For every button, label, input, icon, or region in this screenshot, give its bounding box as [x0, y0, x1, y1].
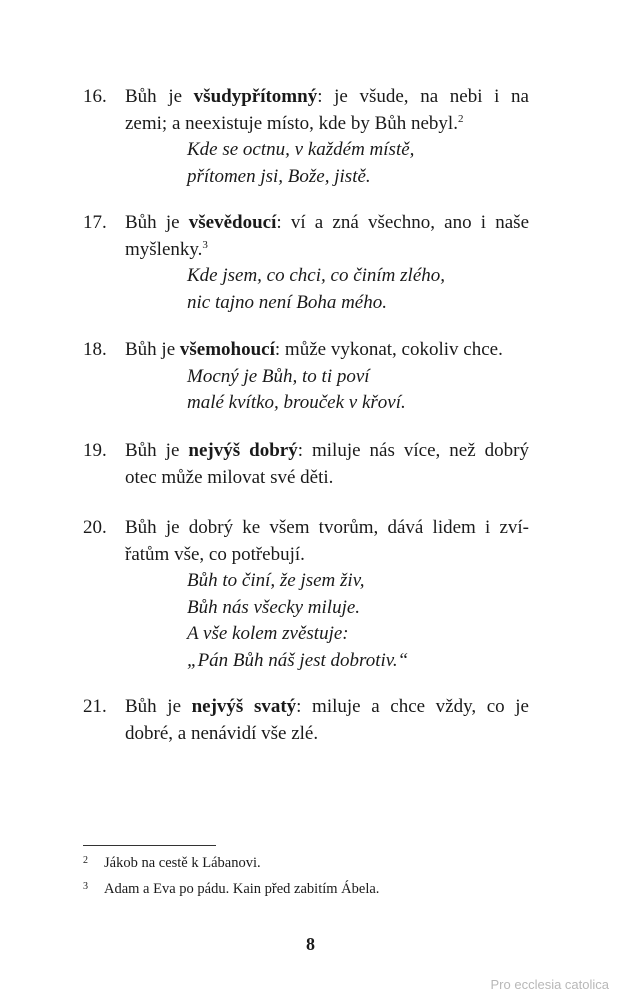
verse-line: Kde jsem, co chci, co činím zlého,: [187, 265, 446, 286]
verse-line: Mocný je Bůh, to ti poví: [187, 365, 370, 387]
footnote-number: 2: [83, 855, 88, 866]
footnote-3: [83, 878, 379, 898]
footnote-number: 3: [83, 881, 88, 892]
watermark: Pro ecclesia catolica: [490, 977, 609, 992]
catechism-item-16: 16. Bůh je všudypřítomný: je všude, na nebi i na zemi; a neexistuje místo, kde by Bůh nebyl.$^2$ Kde se octnu, v každém místě, přítomen jsi, Bože, jistě.: [83, 84, 529, 190]
bold-term: nejvýš dobrý: [188, 440, 298, 461]
footnote-ref: 2: [457, 112, 464, 125]
footnote-text: Adam a Eva po pádu. Kain před zabitím Ábela.: [104, 881, 380, 897]
item-number: 21.: [83, 696, 107, 717]
bold-term: všemohoucí: [179, 339, 275, 360]
item-number: 17.: [83, 212, 107, 233]
catechism-item-20: 20. Bůh je dobrý ke všem tvorům, dává lidem i zví- řatům vše, co potřebují. Bůh to činí, že jsem živ, Bůh nás všecky miluje. A vše kolem zvěstuje: „Pán Bůh náš jest dobrotiv.“: [83, 515, 529, 674]
verse-line: přítomen jsi, Bože, jistě.: [187, 165, 371, 187]
verse-line: Bůh to činí, že jsem živ,: [187, 570, 365, 591]
verse-line: Kde se octnu, v každém místě,: [187, 139, 415, 160]
footnote-ref: 3: [202, 238, 208, 251]
footnote-2: [83, 852, 261, 872]
catechism-item-19: 19. Bůh je nejvýš dobrý: miluje nás více, než dobrý otec může milovat své děti.: [83, 440, 529, 488]
verse-line: nic tajno není Boha mého.: [187, 291, 387, 313]
catechism-item-21: 21. Bůh je nejvýš svatý: miluje a chce vždy, co je dobré, a nenávidí vše zlé.: [83, 696, 529, 744]
catechism-item-17: 17. Bůh je vševědoucí: ví a zná všechno, ano i naše myšlenky.$^3$ Kde jsem, co chci, co činím zlého, nic tajno není Boha mého.: [83, 210, 529, 316]
catechism-item-18: 18. Bůh je všemohoucí: může vykonat, cokoliv chce. Mocný je Bůh, to ti poví malé kvítko, brouček v křoví.: [83, 337, 529, 417]
bold-term: vševědoucí: [188, 212, 277, 233]
verse-line: „Pán Bůh náš jest dobrotiv.“: [187, 649, 409, 671]
bold-term: všudypřítomný: [193, 86, 318, 107]
page-number: 8: [306, 934, 315, 954]
footnote-divider: [83, 845, 216, 846]
footnote-text: Jákob na cestě k Lábanovi.: [104, 855, 261, 871]
item-number: 19.: [83, 440, 107, 461]
verse-line: Bůh nás všecky miluje.: [187, 596, 361, 618]
verse-line: A vše kolem zvěstuje:: [187, 623, 349, 644]
item-number: 16.: [83, 86, 107, 107]
bold-term: nejvýš svatý: [191, 696, 297, 717]
verse-line: malé kvítko, brouček v křoví.: [187, 392, 406, 413]
item-number: 20.: [83, 517, 107, 538]
item-number: 18.: [83, 339, 107, 360]
